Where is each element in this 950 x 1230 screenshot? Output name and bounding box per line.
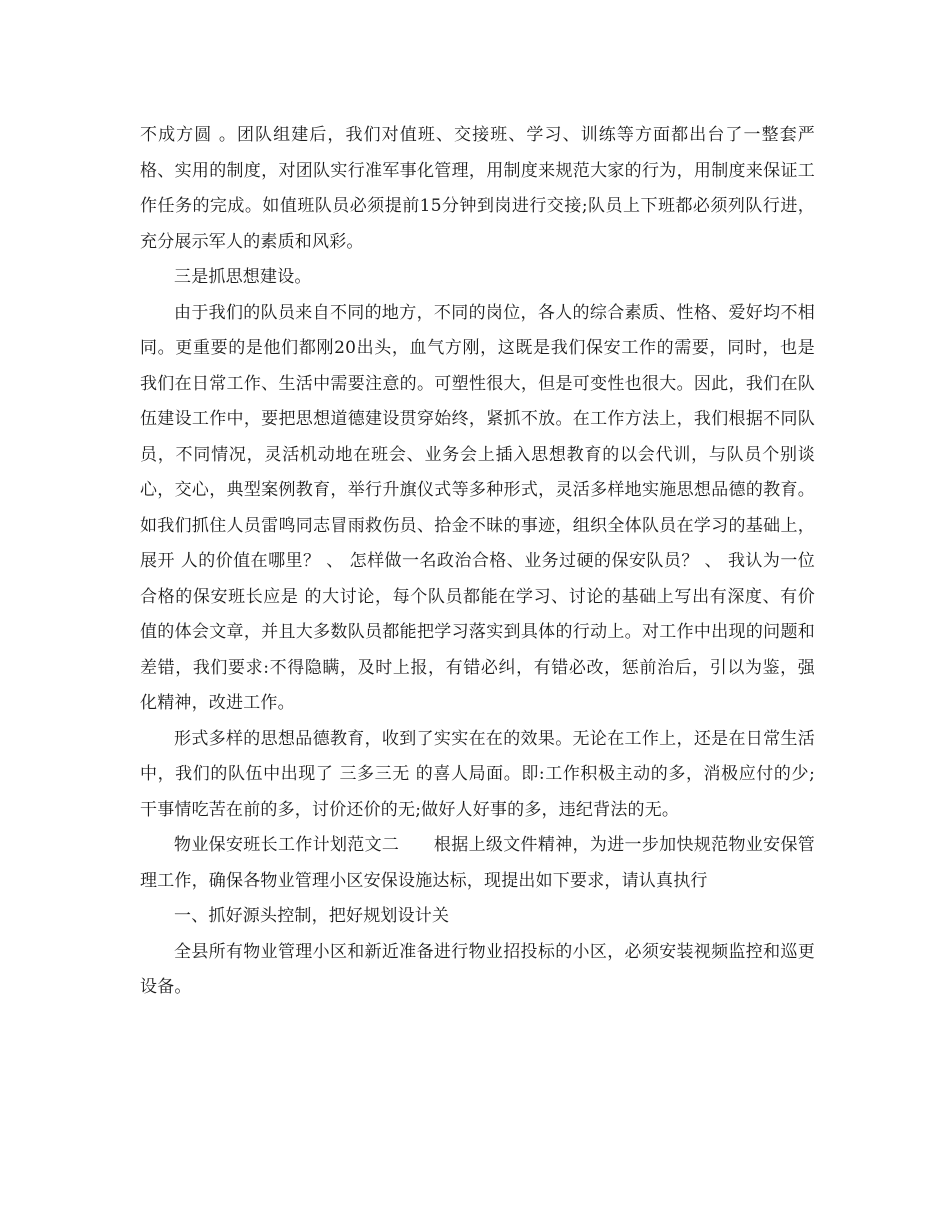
paragraph-6: 一、抓好源头控制，把好规划设计关: [174, 906, 450, 926]
paragraph-2: 三是抓思想建设。: [174, 267, 312, 287]
paragraph-7: 全县所有物业管理小区和新近准备进行物业招投标的小区，必须安装视频监控和巡更设备。: [140, 941, 815, 997]
paragraph-3: 由于我们的队员来自不同的地方，不同的岗位，各人的综合素质、性格、爱好均不相同。更重要的是他们都刚20出头，血气方刚，这既是我们保安工作的需要，同时，也是我们在日常工作、生活中需要注意的。可塑性很大，但是可变性也很大。因此，我们在队伍建设工作中，要把思想道德建设贯穿始终，紧抓不放。在工作方法上，我们根据不同队员，不同情况，灵活机动地在班会、业务会上插入思想教育的以会代训，与队员个别谈心，交心，典型案例教育，举行升旗仪式等多种形式，灵活多样地实施思想品德的教育。如我们抓住人员雷鸣同志冒雨救伤员、拾金不昧的事迹，组织全体队员在学习的基础上，展开 人的价值在哪里？ 、 怎样做一名政治合格、业务过硬的保安队员？ 、 我认为一位合格的保安班长应是 的大讨论，每个队员都能在学习、讨论的基础上写出有深度、有价值的体会文章，并且大多数队员都能把学习落实到具体的行动上。对工作中出现的问题和差错，我们要求:不得隐瞒，及时上报，有错必纠，有错必改，惩前治后，引以为鉴，强化精神，改进工作。: [140, 302, 815, 713]
document-body: [140, 118, 815, 1006]
paragraph-5: 物业保安班长工作计划范文二 根据上级文件精神，为进一步加快规范物业安保管理工作，确保各物业管理小区安保设施达标，现提出如下要求，请认真执行: [140, 835, 815, 891]
paragraph-4: 形式多样的思想品德教育，收到了实实在在的效果。无论在工作上，还是在日常生活中，我们的队伍中出现了 三多三无 的喜人局面。即:工作积极主动的多，消极应付的少;干事情吃苦在前的多，讨价还价的无;做好人好事的多，违纪背法的无。: [140, 728, 815, 820]
paragraph-1: 不成方圆 。团队组建后，我们对值班、交接班、学习、训练等方面都出台了一整套严格、实用的制度，对团队实行准军事化管理，用制度来规范大家的行为，用制度来保证工作任务的完成。如值班队员必须提前15分钟到岗进行交接;队员上下班都必须列队行进，充分展示军人的素质和风彩。: [140, 125, 815, 252]
